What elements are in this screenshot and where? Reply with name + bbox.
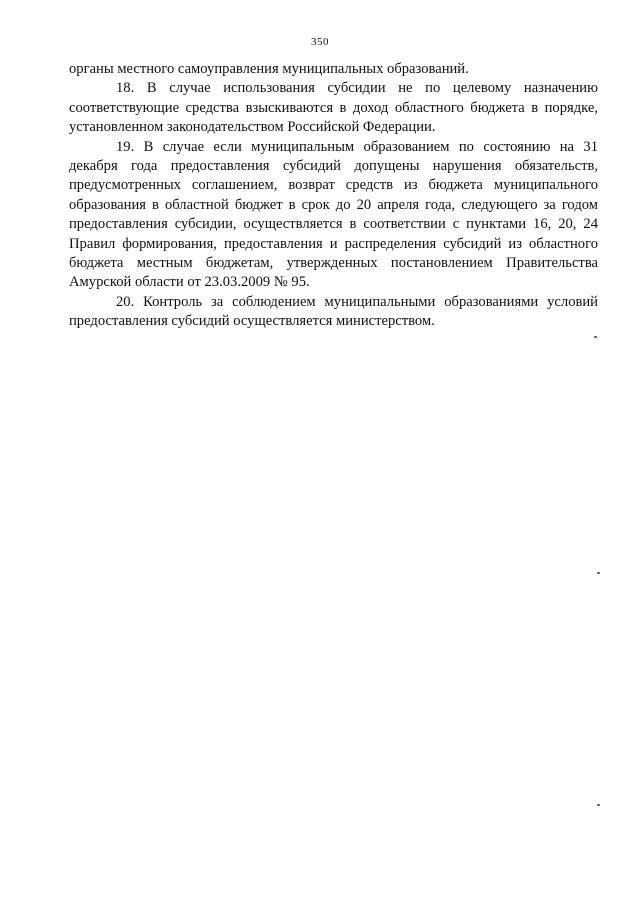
scan-speck [594, 336, 597, 338]
scan-speck [597, 572, 600, 574]
page-number: 350 [311, 36, 329, 48]
paragraph-continuation: органы местного самоуправления муниципальных образований. [69, 61, 469, 77]
document-body [69, 60, 598, 332]
paragraph-item-20: 20. Контроль за соблюдением муниципальными образованиями условий предоставления субсидий осуществляется министерством. [69, 293, 598, 330]
paragraph-item-19: 19. В случае если муниципальным образованием по состоянию на 31 декабря года предоставления субсидий допущены нарушения обязательств, предусмотренных соглашением, возврат средств из бюджета муниципального образования в областной бюджет в срок до 20 апреля года, следующего за годом предоставления субсидии, осуществляется в соответствии с пунктами 16, 20, 24 Правил формирования, предоставления и распределения субсидий из областного бюджета местным бюджетам, утвержденных постановлением Правительства Амурской области от 23.03.2009 № 95. [69, 138, 598, 291]
paragraph-item-18: 18. В случае использования субсидии не по целевому назначению соответствующие средства взыскиваются в доход областного бюджета в порядке, установленном законодательством Российской Федерации. [69, 80, 598, 136]
scan-speck [597, 804, 600, 806]
